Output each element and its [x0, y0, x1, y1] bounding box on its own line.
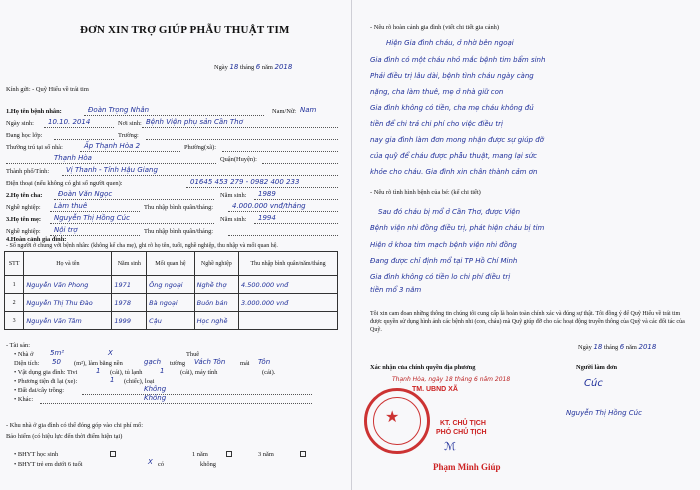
section3-heading: 3.Họ tên mẹ: — [6, 216, 41, 223]
stamp-date: Thạnh Hòa, ngày 18 tháng 6 năm 2018 — [392, 376, 511, 383]
situation-line: Gia đình không có tiền, cha mẹ cháu không đủ — [370, 104, 534, 112]
situation-line: tiền để chi trả chi phí cho việc điều trị — [370, 120, 503, 128]
official-name: Phạm Minh Giúp — [433, 462, 501, 472]
situation-line: Hiện Gia đình cháu, ở nhờ bên ngoại — [386, 39, 514, 47]
applicant-signature: Cúc — [584, 378, 603, 389]
stamp-top: TM. UBND XÃ — [412, 386, 458, 393]
left-page: ĐƠN XIN TRỢ GIÚP PHẪU THUẬT TIM Ngày 18 tháng 6 năm 2018 Kính gửi: - Quỹ Hiểu về trái tim 1.Họ tên bệnh nhân: Đoàn Trọng Nhân Nam/Nữ: Nam Ngày sinh: 10.10. 2014 Nơi sinh: Bệnh Viện phụ sản Cần Thơ Đang học lớp: Trường: Thường trú tại số nhà: Ấp Thạnh Hòa 2 Phường(xã): Thạnh Hòa Quận(Huyện): Thành phố/Tỉnh: Vị Thanh - Tỉnh Hậu Giang Điện thoại (nếu không có ghi số người quen): 01645 453 279 - 0982 400 233 2.Họ tên cha: Đoàn Văn Ngọc Năm sinh: 1989 Nghề nghiệp: Làm thuê Thu nhập bình quân/tháng: 4.000.000 vnđ/tháng 3.Họ tên mẹ: Nguyễn Thị Hồng Cúc Năm sinh: 1994 Nghề nghiệp: Nội trợ Thu nhập bình quân/tháng: 4.Hoàn cảnh gia đình: - Số người ở chung với bệnh nhân: (không kể cha mẹ), ghi rõ họ tên, tuổi, nghề nghiệp, thu nhập và mối quan hệ. STT Họ và tên Năm sinh Mối quan hệ Nghề nghiệp Thu nhập bình quân/năm/tháng 1 Nguyễn Văn Phong 1971 Ông ngoại Nghề thợ 4.500.000 vnđ 2 Nguyễn Thị Thu Đào 1978 Bà ngoại Buôn bán 3.000.000 vnđ 3 Nguyễn Văn Tâm 1999 Cậu Học nghề - Tài sản: • Nhà ở 5m² X Thuê Diện tích: 50 (m²), làm bằng nền gạch tường Vách Tôn mái Tôn • Vật dụng gia đình: Tivi 1 (cái), tủ lạnh 1 (cái), máy tính (cái). • Phương tiện đi lại (xe): 1 (chiếc), loại • Đất đai/cây trồng: Không • Khác: Không - Khu nhà ở gia đình có thể đóng góp vào chi phí mổ: Bảo hiểm (có hiệu lực đến thời điểm hiện tại) • BHYT học sinh 1 năm 3 năm • BHYT trẻ em dưới 6 tuổi X có không — [0, 0, 352, 490]
situation-line: khỏe cho cháu. Gia đình xin chân thành cảm ơn — [370, 168, 538, 176]
local-authority-label: Xác nhận của chính quyền địa phương — [370, 364, 476, 371]
mother-birth: 1994 — [258, 214, 276, 222]
situation-line: Phải điều trị lâu dài, bệnh tình cháu ngày càng — [370, 72, 534, 80]
family-table — [4, 251, 338, 330]
mother-job: Nội trợ — [54, 226, 78, 234]
section4-heading: 4.Hoàn cảnh gia đình: — [6, 236, 67, 243]
father-income: 4.000.000 vnđ/tháng — [232, 202, 306, 210]
patient-gender: Nam — [300, 106, 317, 114]
right-date-line: Ngày 18 tháng 6 năm 2018 — [578, 343, 657, 351]
nha-o-check: X — [108, 349, 113, 357]
patient-city: Vị Thanh - Tỉnh Hậu Giang — [66, 166, 158, 174]
applicant-label: Người làm đơn — [576, 364, 618, 371]
bhyt-1nam-box[interactable] — [226, 451, 232, 457]
table-header-row: STT Họ và tên Năm sinh Mối quan hệ Nghề nghiệp Thu nhập bình quân/năm/tháng — [5, 252, 338, 276]
official-seal-icon: ★ — [364, 388, 430, 454]
patient-name: Đoàn Trọng Nhân — [88, 106, 150, 114]
situation-line: nay gia đình làm đơn mong nhận được sự giúp đỡ — [370, 136, 544, 144]
section2-heading: 2.Họ tên cha: — [6, 192, 43, 199]
mother-name: Nguyễn Thị Hồng Cúc — [54, 214, 130, 222]
bhyt-hs-box-1[interactable] — [110, 451, 116, 457]
kinh-gui: Kính gửi: - Quỹ Hiểu về trái tim — [6, 86, 89, 93]
date-line: Ngày 18 tháng 6 năm 2018 — [214, 63, 293, 71]
patient-address: Ấp Thạnh Hòa 2 — [84, 142, 141, 150]
illness-line: tiền mổ 3 năm — [370, 286, 422, 294]
illness-line: Gia đình không có tiền lo chi phí điều trị — [370, 273, 511, 281]
situation-line: nặng, cha làm thuê, mẹ ở nhà giữ con — [370, 88, 504, 96]
bhyt-3nam-box[interactable] — [300, 451, 306, 457]
section5-heading: - Nêu rõ hoàn cảnh gia đình (viết chi tiết gia cảnh) — [370, 24, 500, 31]
applicant-name: Nguyễn Thị Hồng Cúc — [566, 409, 642, 417]
commitment-text: Tôi xin cam đoan những thông tin chúng tôi cung cấp là hoàn toàn chính xác và đúng sự thật. Tôi đồng ý để Quỹ Hiểu về trái tim được quyền sử dụng hình ảnh các bệnh nhi (con, cháu) mà Quỹ giúp đỡ cho các hoạt động truyền thông của Quỹ và các đối tác của Quỹ. — [370, 311, 685, 333]
document-title: ĐƠN XIN TRỢ GIÚP PHẪU THUẬT TIM — [80, 24, 290, 36]
father-job: Làm thuê — [54, 202, 88, 210]
section1-heading: 1.Họ tên bệnh nhân: — [6, 108, 62, 115]
stamp-kt: KT. CHỦ TỊCH — [440, 420, 486, 427]
illness-line: Bệnh viện nhi đồng điều trị, phát hiện cháu bị tim — [370, 224, 545, 232]
situation-line: của quỹ để cháu được phẫu thuật, mang lại sức — [370, 152, 537, 160]
illness-heading: - Nêu rõ tình hình bệnh của bé: (kể chi tiết) — [370, 189, 481, 196]
patient-dob: 10.10. 2014 — [48, 118, 91, 126]
patient-birthplace: Bệnh Viện phụ sản Cần Thơ — [146, 118, 243, 126]
father-name: Đoàn Văn Ngọc — [58, 190, 113, 198]
patient-ward: Thạnh Hòa — [54, 154, 92, 162]
table-row: 2 Nguyễn Thị Thu Đào 1978 Bà ngoại Buôn bán 3.000.000 vnđ — [5, 294, 338, 312]
official-signature-icon: ℳ — [444, 440, 456, 453]
illness-line: Đang được chỉ định mổ tại TP Hồ Chí Minh — [370, 257, 518, 265]
patient-phone: 01645 453 279 - 0982 400 233 — [190, 178, 300, 186]
illness-line: Hiện ở khoa tim mạch bệnh viện nhi đồng — [370, 241, 517, 249]
table-row: 1 Nguyễn Văn Phong 1971 Ông ngoại Nghề thợ 4.500.000 vnđ — [5, 276, 338, 294]
table-row: 3 Nguyễn Văn Tâm 1999 Cậu Học nghề — [5, 312, 338, 330]
illness-line: Sau đó cháu bị mổ ở Cần Thơ, được Viện — [378, 208, 521, 216]
section4-intro: - Số người ở chung với bệnh nhân: (không kể cha mẹ), ghi rõ họ tên, tuổi, nghề nghiệp, thu nhập và mối quan hệ. — [6, 243, 278, 249]
stamp-pct: PHÓ CHỦ TỊCH — [436, 429, 487, 436]
situation-line: Gia đình có một cháu nhỏ mắc bệnh tim bẩm sinh — [370, 56, 546, 64]
bhyt-te-check: X — [148, 458, 153, 466]
father-birth: 1989 — [258, 190, 276, 198]
